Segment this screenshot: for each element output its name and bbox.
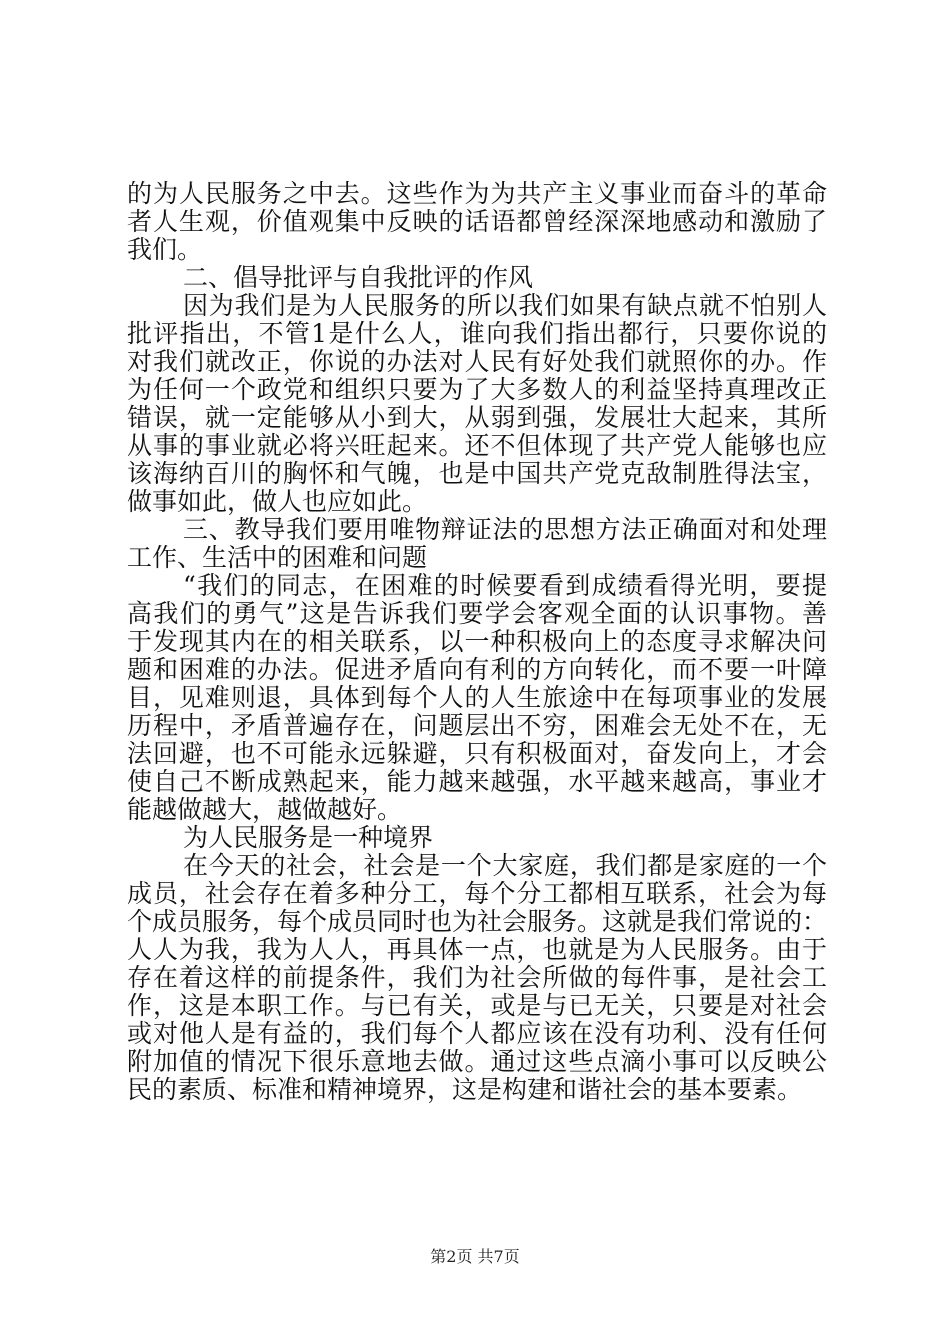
body-line: 为任何一个政党和组织只要为了大多数人的利益坚持真理改正 [127, 375, 827, 404]
body-line: 的为人民服务之中去。这些作为为共产主义事业而奋斗的革命 [127, 179, 827, 208]
body-line: 或对他人是有益的，我们每个人都应该在没有功利、没有任何 [127, 1019, 827, 1048]
body-line: 从事的事业就必将兴旺起来。还不但体现了共产党人能够也应 [127, 431, 827, 460]
body-line: 批评指出，不管1是什么人，谁向我们指出都行，只要你说的 [127, 319, 827, 348]
body-line: 能越做越大，越做越好。 [127, 795, 403, 824]
body-line: 个成员服务，每个成员同时也为社会服务。这就是我们常说的： [127, 907, 828, 936]
body-line: 做事如此，做人也应如此。 [127, 487, 428, 516]
body-line: 附加值的情况下很乐意地去做。通过这些点滴小事可以反映公 [127, 1047, 827, 1076]
section-heading: 为人民服务是一种境界 [183, 823, 434, 852]
body-line: 民的素质、标准和精神境界，这是构建和谐社会的基本要素。 [127, 1075, 803, 1104]
body-line: 该海纳百川的胸怀和气魄，也是中国共产党克敌制胜得法宝， [127, 459, 827, 488]
body-line: 对我们就改正，你说的办法对人民有好处我们就照你的办。作 [127, 347, 827, 376]
page-indicator: 第2页 共7页 [430, 1247, 520, 1266]
section-heading: 工作、生活中的困难和问题 [127, 543, 428, 572]
body-line: 法回避，也不可能永远躲避，只有积极面对，奋发向上，才会 [127, 739, 827, 768]
body-line: 存在着这样的前提条件，我们为社会所做的每件事，是社会工 [127, 963, 827, 992]
body-line: 历程中，矛盾普遍存在，问题层出不穷，困难会无处不在，无 [127, 711, 827, 740]
body-line: 我们。 [127, 235, 203, 264]
body-line: 目，见难则退，具体到每个人的人生旅途中在每项事业的发展 [127, 683, 827, 712]
body-line: 题和困难的办法。促进矛盾向有利的方向转化，而不要一叶障 [127, 655, 827, 684]
body-line: 高我们的勇气”这是告诉我们要学会客观全面的认识事物。善 [127, 599, 827, 628]
body-line: 错误，就一定能够从小到大，从弱到强，发展壮大起来，其所 [127, 403, 827, 432]
page-footer [0, 1247, 950, 1267]
section-heading: 三、教导我们要用唯物辩证法的思想方法正确面对和处理 [183, 515, 827, 544]
body-line: 使自己不断成熟起来，能力越来越强，水平越来越高，事业才 [127, 767, 827, 796]
body-line: 成员，社会存在着多种分工，每个分工都相互联系，社会为每 [127, 879, 827, 908]
body-line: 者人生观，价值观集中反映的话语都曾经深深地感动和激励了 [127, 207, 827, 236]
section-heading: 二、倡导批评与自我批评的作风 [183, 263, 534, 292]
body-line: “我们的同志，在困难的时候要看到成绩看得光明，要提 [183, 571, 827, 600]
body-line: 在今天的社会，社会是一个大家庭，我们都是家庭的一个 [183, 851, 827, 880]
body-line: 于发现其内在的相关联系，以一种积极向上的态度寻求解决问 [127, 627, 827, 656]
body-line: 作，这是本职工作。与已有关，或是与已无关，只要是对社会 [127, 991, 827, 1020]
body-line: 因为我们是为人民服务的所以我们如果有缺点就不怕别人 [183, 291, 827, 320]
document-body [127, 180, 827, 1104]
body-line: 人人为我，我为人人，再具体一点，也就是为人民服务。由于 [127, 935, 827, 964]
